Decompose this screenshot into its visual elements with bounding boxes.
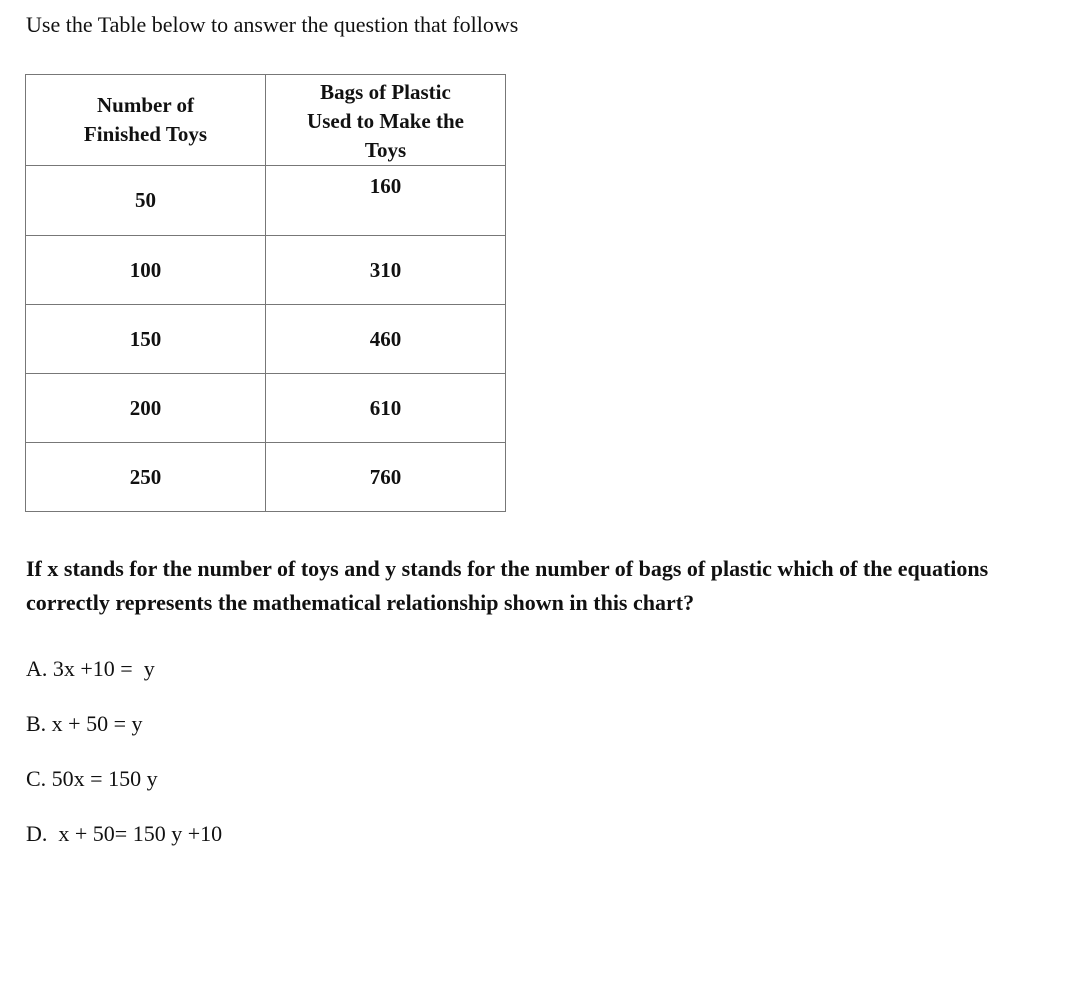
option-a[interactable]: A. 3x +10 = y (26, 656, 155, 681)
question-text: If x stands for the number of toys and y stands for the number of bags of plastic which of the equations correctly represents the mathematical relationship shown in this chart? (26, 556, 989, 615)
toys-cell: 150 (26, 305, 266, 374)
toys-cell: 200 (26, 374, 266, 443)
header-bags-of-plastic (266, 75, 506, 166)
table-row (26, 166, 506, 236)
bags-cell: 160 (266, 166, 506, 236)
data-table (25, 74, 506, 512)
bags-cell: 310 (266, 236, 506, 305)
bags-cell: 760 (266, 443, 506, 512)
answer-options (26, 652, 222, 872)
toys-cell: 100 (26, 236, 266, 305)
toys-cell: 50 (26, 166, 266, 236)
header-number-of-finished-toys (26, 75, 266, 166)
table-row (26, 305, 506, 374)
toys-cell: 250 (26, 443, 266, 512)
table-row (26, 443, 506, 512)
bags-cell: 610 (266, 374, 506, 443)
header-line: Bags of Plastic (320, 80, 451, 104)
header-line: Finished Toys (83, 122, 208, 146)
header-line: Toys (364, 138, 407, 162)
table-header-row (26, 75, 506, 166)
option-c[interactable]: C. 50x = 150 y (26, 766, 158, 791)
header-line: Used to Make the (307, 109, 464, 133)
table-row (26, 236, 506, 305)
instruction-text: Use the Table below to answer the question that follows (26, 12, 519, 37)
bags-cell: 460 (266, 305, 506, 374)
header-line: Number of (96, 93, 195, 117)
option-b[interactable]: B. x + 50 = y (26, 711, 143, 736)
option-d[interactable]: D. x + 50= 150 y +10 (26, 821, 223, 846)
table-row (26, 374, 506, 443)
